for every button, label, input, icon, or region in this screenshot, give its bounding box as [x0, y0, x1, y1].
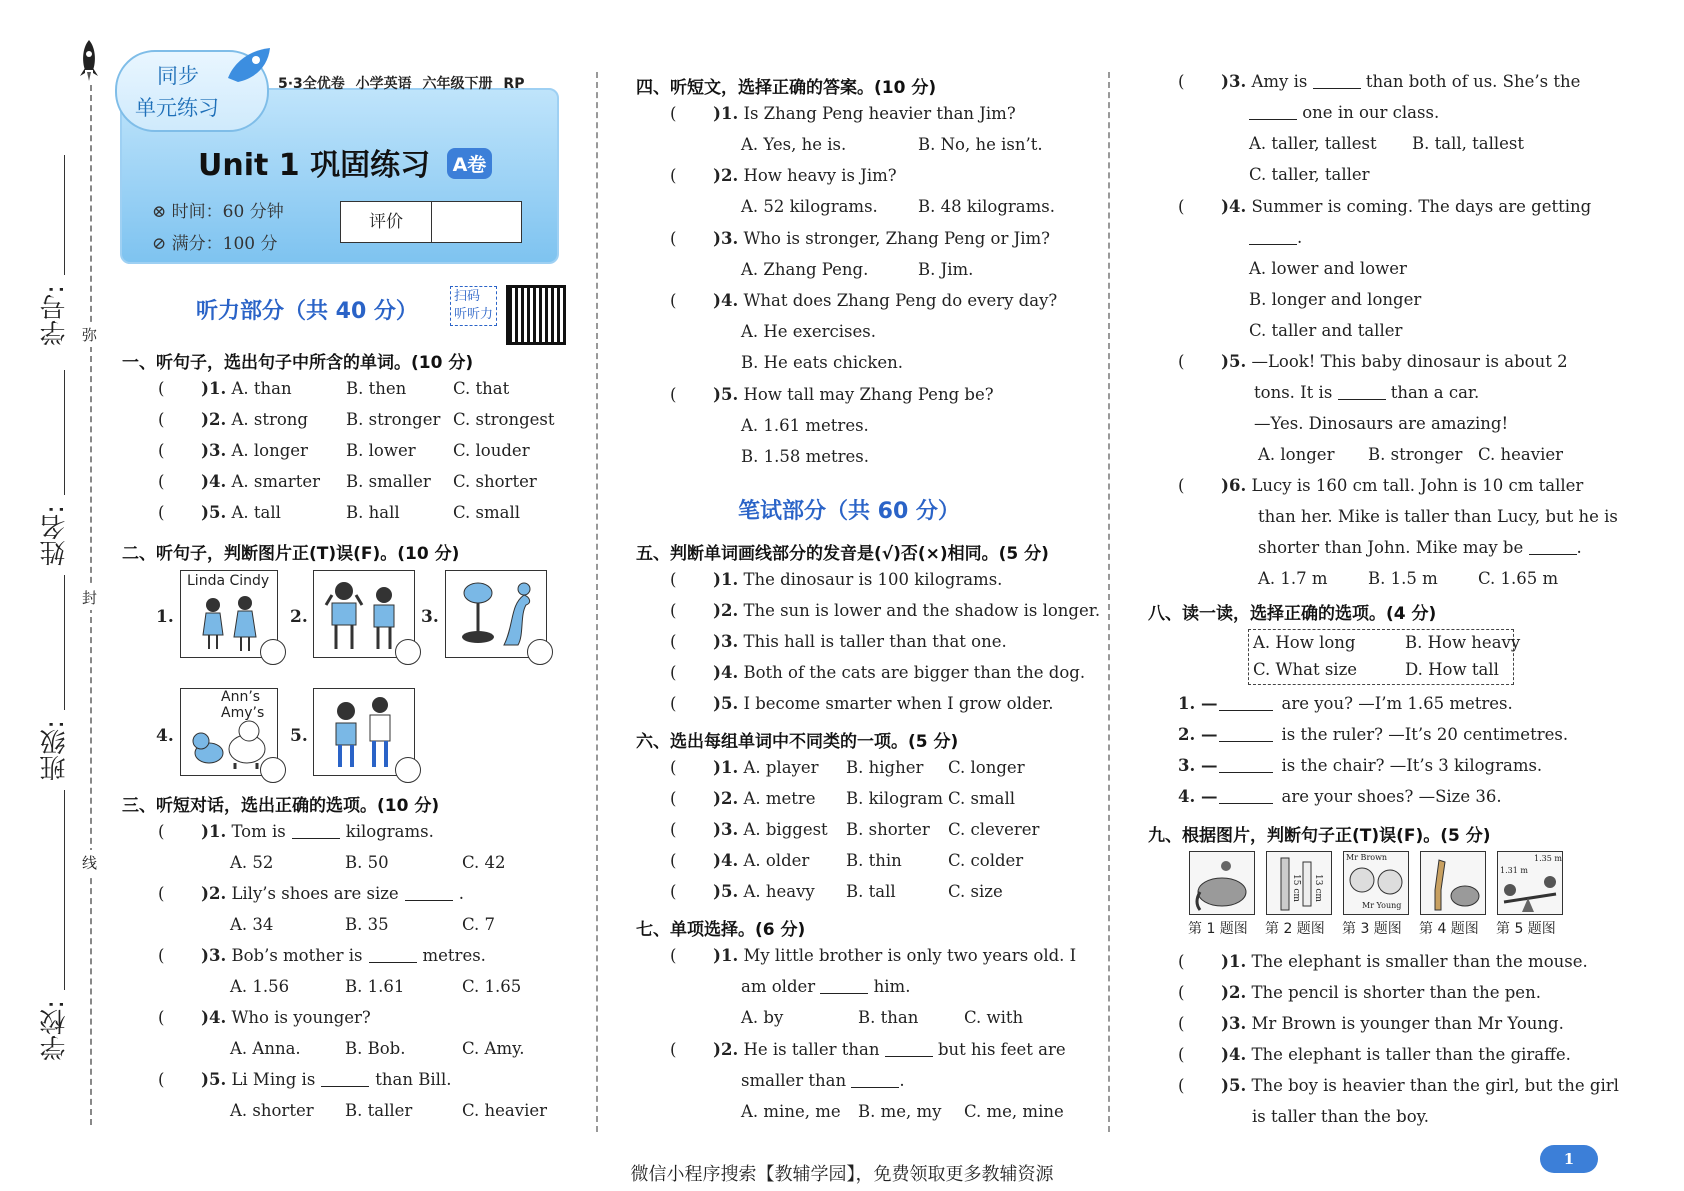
- cut-mark-feng: 封: [82, 585, 97, 610]
- page-title: [198, 140, 492, 184]
- section-5-title: 五、判断单词画线部分的发音是(√)否(×)相同。(5 分): [636, 544, 1049, 564]
- s1-row: ( )3. A. longer: [158, 441, 308, 460]
- section-6-title: 六、选出每组单词中不同类的一项。(5 分): [636, 732, 959, 752]
- evaluation-label: 评价: [341, 202, 432, 242]
- student-no-label: 学号:: [40, 285, 70, 346]
- s1-row: ( )4. A. smarter: [158, 472, 320, 491]
- s5-row: ( )1. The dinosaur is 100 kilograms.: [670, 570, 1003, 589]
- mr-brown-mr-young-picture: Mr Brown Mr Young: [1343, 851, 1409, 915]
- s8-row: 2. — is the ruler? —It’s 20 centimetres.: [1178, 725, 1569, 744]
- name-line: [64, 370, 65, 495]
- s3-question: ( )2. Lily’s shoes are size .: [158, 884, 464, 903]
- answer-circle-5[interactable]: [395, 757, 421, 783]
- s4-question: ( )3. Who is stronger, Zhang Peng or Jim?: [670, 229, 1051, 248]
- pencil-pen-picture: 15 cm 13 cm: [1266, 851, 1332, 915]
- badge-line2: 单元练习: [135, 96, 219, 120]
- school-label: 学校:: [40, 1000, 70, 1061]
- s3-question: ( )4. Who is younger?: [158, 1008, 371, 1027]
- s3-question: ( )1. Tom is kilograms.: [158, 822, 434, 841]
- s1-row: ( )2. A. strong: [158, 410, 308, 429]
- page-number: 1: [1540, 1145, 1598, 1173]
- picture-1: Linda Cindy: [180, 570, 278, 658]
- listening-section-title: 听力部分（共 40 分）: [196, 299, 418, 324]
- picture-4: Ann’s Amy’s: [180, 688, 278, 776]
- s4-question: ( )4. What does Zhang Peng do every day?: [670, 291, 1058, 310]
- s8-row: 1. — are you? —I’m 1.65 metres.: [1178, 694, 1513, 713]
- title-unit: Unit 1: [198, 148, 300, 183]
- column-separator-2: [1108, 72, 1110, 1132]
- boy-and-girl-icon: [324, 693, 404, 771]
- rocket-logo-icon: [222, 44, 274, 88]
- s9-row: ( )5. The boy is heavier than the girl, but the girl: [1178, 1076, 1619, 1095]
- check-circle-icon: ⊘: [152, 234, 167, 254]
- s9-row: ( )3. Mr Brown is younger than Mr Young.: [1178, 1014, 1564, 1033]
- options-box: A. How long B. How heavy C. What size D. How tall: [1248, 629, 1514, 685]
- badge-line1: 同步: [157, 64, 199, 88]
- cut-mark-xian: 线: [82, 850, 97, 875]
- s6-row: ( )2. A. metre: [670, 789, 816, 808]
- s8-row: 4. — are your shoes? —Size 36.: [1178, 787, 1502, 806]
- s3-question: ( )5. Li Ming is than Bill.: [158, 1070, 452, 1089]
- s8-row: 3. — is the chair? —It’s 3 kilograms.: [1178, 756, 1543, 775]
- qr-code-icon[interactable]: [506, 285, 566, 345]
- two-kids-icon: [322, 577, 406, 653]
- section-8-title: 八、读一读，选择正确的选项。(4 分): [1148, 604, 1437, 624]
- column-separator-1: [596, 72, 598, 1132]
- s5-row: ( )3. This hall is taller than that one.: [670, 632, 1007, 651]
- class-line: [64, 575, 65, 710]
- clock-icon: ⊗: [152, 202, 167, 222]
- answer-circle-2[interactable]: [395, 639, 421, 665]
- s4-question: ( )5. How tall may Zhang Peng be?: [670, 385, 994, 404]
- section-3-title: 三、听短对话，选出正确的选项。(10 分): [122, 796, 440, 816]
- s9-row: ( )1. The elephant is smaller than the mouse.: [1178, 952, 1588, 971]
- school-line: [64, 790, 65, 990]
- s6-row: ( )3. A. biggest: [670, 820, 828, 839]
- s1-row: ( )5. A. tall: [158, 503, 281, 522]
- s5-row: ( )2. The sun is lower and the shadow is longer.: [670, 601, 1101, 620]
- s6-row: ( )1. A. player: [670, 758, 819, 777]
- answer-circle-1[interactable]: [260, 639, 286, 665]
- time-info: ⊗ 时间：60 分钟: [152, 202, 284, 222]
- rocket-icon: [78, 38, 100, 86]
- cut-mark-mi: 弥: [82, 322, 97, 347]
- title-cn: 巩固练习: [310, 148, 431, 183]
- footer-note: 微信小程序搜索【教辅学园】，免费领取更多教辅资源: [630, 1164, 1054, 1185]
- s6-row: ( )4. A. older: [670, 851, 810, 870]
- s1-row: ( )1. A. than: [158, 379, 292, 398]
- s4-question: ( )1. Is Zhang Peng heavier than Jim?: [670, 104, 1016, 123]
- name-label: 姓名:: [40, 505, 70, 566]
- breadcrumb: 5·3全优卷 小学英语 六年级下册 RP: [278, 76, 525, 92]
- s9-row: ( )4. The elephant is taller than the giraffe.: [1178, 1045, 1571, 1064]
- s4-question: ( )2. How heavy is Jim?: [670, 166, 897, 185]
- student-no-line: [64, 155, 65, 275]
- tree-and-dinosaur-icon: [454, 575, 538, 653]
- section-2-title: 二、听句子，判断图片正(T)误(F)。(10 分): [122, 544, 460, 564]
- score-info: ⊘ 满分：100 分: [152, 234, 278, 254]
- class-label: 班级:: [40, 720, 70, 781]
- elephant-mouse-picture: [1189, 851, 1255, 915]
- section-7-title: 七、单项选择。(6 分): [636, 920, 806, 940]
- two-dogs-icon: [187, 719, 271, 771]
- seesaw-picture: 1.31 m 1.35 m: [1497, 851, 1563, 915]
- s5-row: ( )4. Both of the cats are bigger than the dog.: [670, 663, 1086, 682]
- giraffe-elephant-picture: [1420, 851, 1486, 915]
- answer-circle-3[interactable]: [527, 639, 553, 665]
- written-section-title: 笔试部分（共 60 分）: [738, 499, 960, 524]
- section-1-title: 一、听句子，选出句子中所含的单词。(10 分): [122, 353, 474, 373]
- evaluation-box[interactable]: [340, 201, 522, 243]
- section-4-title: 四、听短文，选择正确的答案。(10 分): [636, 78, 937, 98]
- scan-hint: 扫码 听听力: [450, 286, 497, 326]
- s5-row: ( )5. I become smarter when I grow older.: [670, 694, 1054, 713]
- answer-circle-4[interactable]: [260, 757, 286, 783]
- s9-row: ( )2. The pencil is shorter than the pen.: [1178, 983, 1541, 1002]
- paper-a-badge: A卷: [447, 148, 493, 179]
- s3-question: ( )3. Bob’s mother is metres.: [158, 946, 486, 965]
- s6-row: ( )5. A. heavy: [670, 882, 815, 901]
- section-9-title: 九、根据图片，判断句子正(T)误(F)。(5 分): [1148, 826, 1491, 846]
- two-girls-icon: [193, 593, 265, 653]
